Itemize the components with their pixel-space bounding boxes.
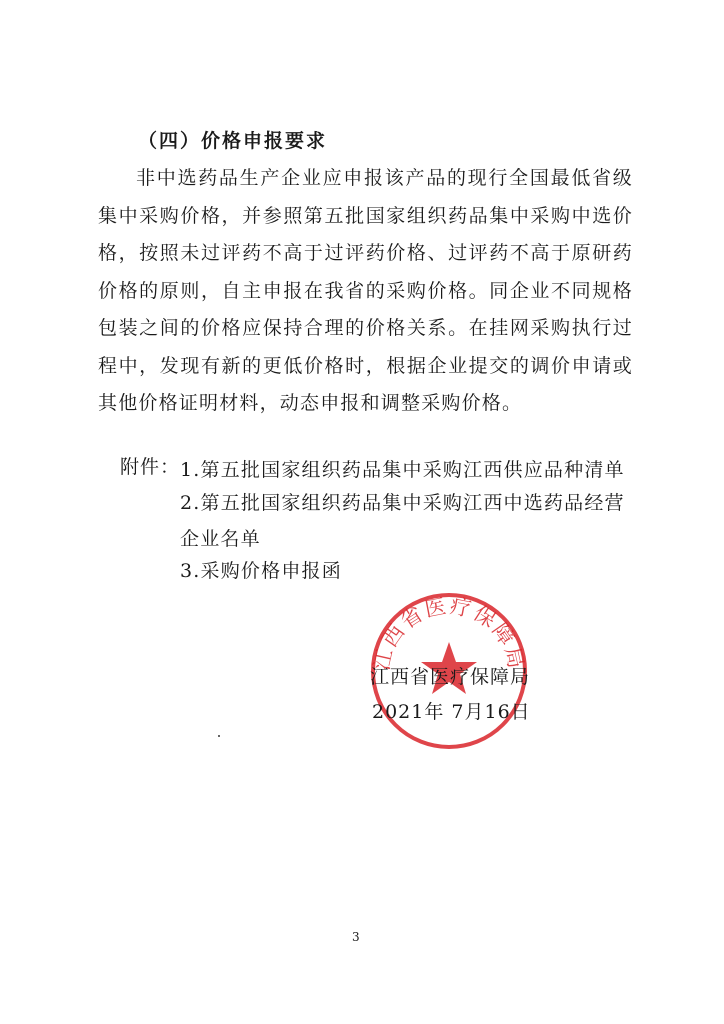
attachment-item-1: 1.第五批国家组织药品集中采购江西供应品种清单 <box>180 459 625 481</box>
svg-text:江西省医疗保障局: 江西省医疗保障局 <box>369 593 529 673</box>
body-paragraph: 非中选药品生产企业应申报该产品的现行全国最低省级集中采购价格，并参照第五批国家组织药品集中采购中选价格，按照未过评药不高于过评药价格、过评药不高于原研药价格的原则，自主申报在我省的采购价格。同企业不同规格包装之间的价格应保持合理的价格关系。在挂网采购执行过程中，发现有新的更低价格时，根据企业提交的调价申请或其他价格证明材料，动态申报和调整采购价格。 <box>98 167 633 414</box>
issue-date: 2021年 7月16日 <box>372 701 531 723</box>
scan-speck <box>218 735 220 737</box>
page-number: 3 <box>352 930 360 944</box>
issuing-organization: 江西省医疗保障局 <box>370 666 531 688</box>
attachment-item-2: 2.第五批国家组织药品集中采购江西中选药品经营企业名单 <box>180 492 625 550</box>
section-heading: （四）价格申报要求 <box>138 130 328 152</box>
attachments-label: 附件： <box>120 456 181 478</box>
attachment-item-3: 3.采购价格申报函 <box>180 560 342 582</box>
